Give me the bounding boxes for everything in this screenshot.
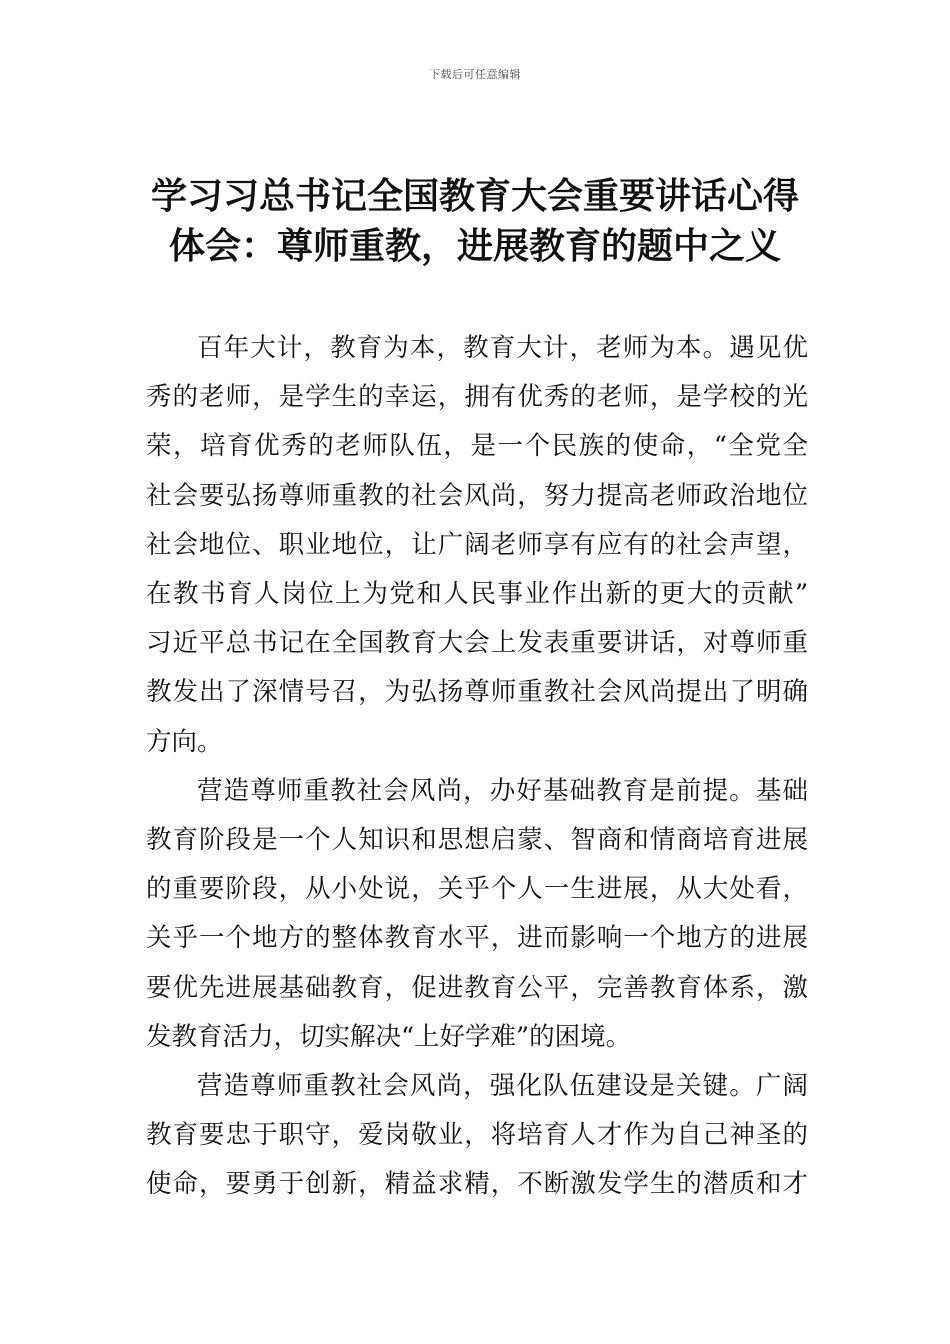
text-line: 社会要弘扬尊师重教的社会风尚，努力提高老师政治地位 — [146, 480, 808, 511]
title-line: 学习习总书记全国教育大会重要讲话心得 — [150, 176, 799, 217]
text-line: 百年大计，教育为本，教育大计，老师为本。遇见优 — [197, 333, 808, 363]
document-body — [146, 324, 808, 1210]
text-line: 教发出了深情号召，为弘扬尊师重教社会风尚提出了明确 — [146, 677, 808, 708]
text-line: 营造尊师重教社会风尚，强化队伍建设是关键。广阔 — [197, 1071, 808, 1102]
text-line: 在教书育人岗位上为党和人民事业作出新的更大的贡献” — [146, 579, 808, 610]
text-line: 秀的老师，是学生的幸运，拥有优秀的老师，是学校的光 — [146, 382, 808, 413]
paragraph-3 — [146, 1062, 808, 1210]
text-line: 方向。 — [146, 726, 223, 757]
paragraph-2 — [146, 767, 808, 1062]
title-line: 体会：尊师重教，进展教育的题中之义 — [168, 226, 781, 267]
text-line: 社会地位、职业地位，让广阔老师享有应有的社会声望， — [146, 529, 808, 560]
text-line: 使命，要勇于创新，精益求精，不断激发学生的潜质和才 — [146, 1169, 808, 1200]
text-line: 教育阶段是一个人知识和思想启蒙、智商和情商培育进展 — [146, 825, 808, 856]
text-line: 教育要忠于职守，爱岗敬业，将培育人才作为自己神圣的 — [146, 1120, 808, 1151]
text-line: 的重要阶段，从小处说，关乎个人一生进展，从大处看， — [146, 874, 808, 905]
text-line: 营造尊师重教社会风尚，办好基础教育是前提。基础 — [197, 775, 808, 806]
text-line: 发教育活力，切实解决“上好学难”的困境。 — [146, 1021, 632, 1052]
text-line: 习近平总书记在全国教育大会上发表重要讲话，对尊师重 — [146, 628, 808, 659]
text-line: 关乎一个地方的整体教育水平，进而影响一个地方的进展 — [146, 923, 808, 954]
text-line: 要优先进展基础教育，促进教育公平，完善教育体系，激 — [146, 972, 808, 1003]
text-line: 荣，培育优秀的老师队伍，是一个民族的使命，“全党全 — [146, 431, 808, 462]
paragraph-1 — [146, 324, 808, 767]
header-note: 下载后可任意编辑 — [429, 68, 521, 81]
document-title — [130, 172, 820, 272]
